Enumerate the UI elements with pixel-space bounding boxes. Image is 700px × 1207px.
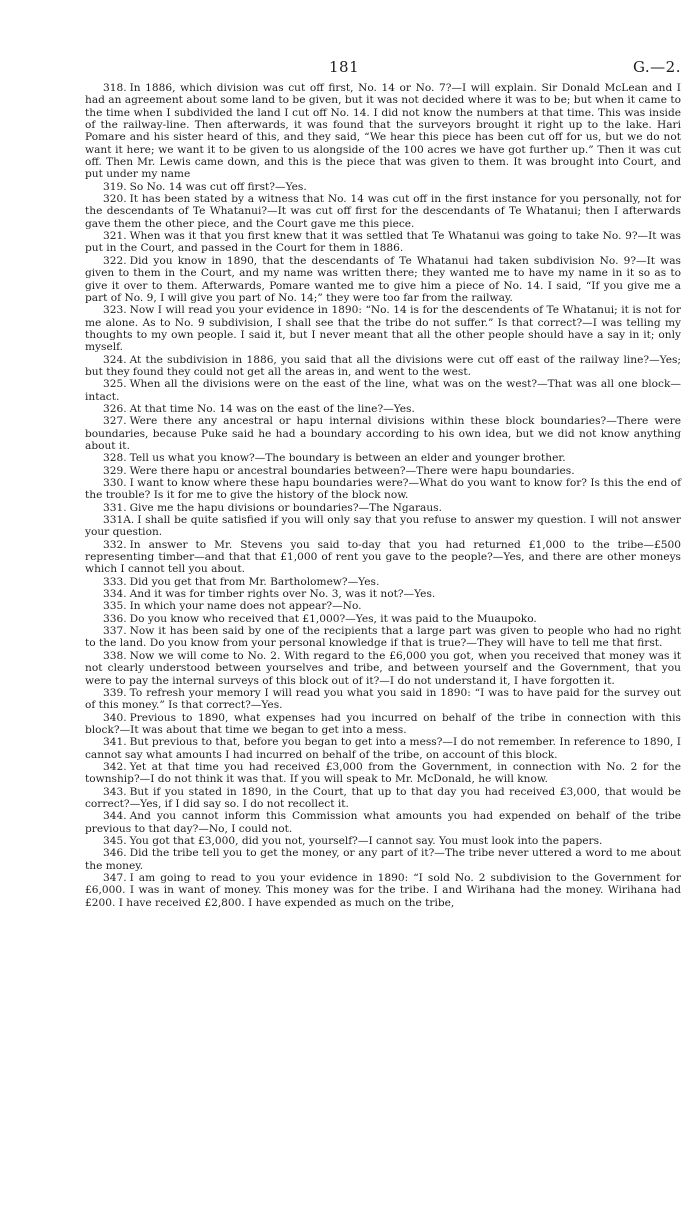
question-number: 326.: [103, 402, 127, 415]
question-paragraph: [85, 588, 681, 600]
question-text: At the subdivision in 1886, you said that all the divisions were cut off east of the railway line?—Yes; but they found they could not get all the areas in, and went to the west.: [85, 353, 681, 378]
question-text: When all the divisions were on the east of the line, what was on the west?—That was all one block—intact.: [85, 378, 681, 403]
question-paragraph: [85, 687, 681, 712]
question-number: 334.: [103, 588, 127, 601]
question-paragraph: [85, 736, 681, 761]
question-number: 332.: [103, 538, 127, 551]
document-code: G.—2.: [632, 58, 681, 76]
question-text: Did the tribe tell you to get the money, or any part of it?—The tribe never uttered a word to me about the money.: [85, 847, 681, 872]
question-number: 339.: [103, 686, 127, 699]
question-paragraph: [85, 613, 681, 625]
question-paragraph: [85, 600, 681, 612]
question-number: 321.: [103, 230, 127, 243]
question-paragraph: [85, 810, 681, 835]
question-number: 319.: [103, 180, 127, 193]
question-paragraph: [85, 255, 681, 304]
question-number: 325.: [103, 378, 127, 391]
question-number: 341.: [103, 736, 127, 749]
question-number: 336.: [103, 612, 127, 625]
question-paragraph: [85, 872, 681, 909]
question-number: 329.: [103, 464, 127, 477]
question-text: Yet at that time you had received £3,000 from the Government, in connection with No. 2 for the township?—I do not think it was that. If you will speak to Mr. McDonald, he will know.: [85, 760, 681, 786]
question-text: So No. 14 was cut off first?—Yes.: [129, 180, 307, 193]
question-number: 327.: [103, 415, 127, 428]
question-text: It has been stated by a witness that No. 14 was cut off in the first instance for you personally, not for the descendants of Te Whatanui?—It was cut off first for the descendants of Te Whatanui; then I afterwards gave them the other piece, and the Court gave me this piece.: [85, 193, 681, 230]
question-number: 331.: [103, 501, 127, 514]
question-number: 320.: [103, 193, 127, 206]
question-number: 318.: [103, 82, 127, 94]
question-paragraph: [85, 415, 681, 452]
question-number: 338.: [103, 649, 127, 662]
question-number: 330.: [103, 477, 127, 489]
question-paragraph: [85, 502, 681, 514]
question-number: 346.: [103, 847, 127, 860]
question-paragraph: [85, 304, 681, 353]
question-text: And you cannot inform this Commission what amounts you had expended on behalf of the tribe previous to that day?—No, I could not.: [85, 810, 681, 835]
question-paragraph: [85, 181, 681, 193]
question-paragraph: [85, 378, 681, 403]
question-text: Did you get that from Mr. Bartholomew?—Yes.: [129, 575, 380, 588]
question-paragraph: [85, 786, 681, 811]
question-number: 337.: [103, 625, 127, 638]
question-paragraph: [85, 230, 681, 255]
question-paragraph: [85, 847, 681, 872]
minutes-of-evidence: [85, 82, 681, 909]
question-text: I shall be quite satisfied if you will only say that you refuse to answer my question. I will not answer your question.: [85, 514, 681, 539]
question-text: You got that £3,000, did you not, yourself?—I cannot say. You must look into the papers.: [129, 834, 603, 847]
question-text: Tell us what you know?—The boundary is between an elder and younger brother.: [129, 452, 566, 465]
question-text: Do you know who received that £1,000?—Yes, it was paid to the Muaupoko.: [129, 612, 537, 625]
question-number: 324.: [103, 353, 127, 366]
question-paragraph: [85, 650, 681, 687]
question-number: 344.: [103, 810, 127, 823]
question-paragraph: [85, 576, 681, 588]
question-text: In which your name does not appear?—No.: [129, 600, 362, 613]
question-text: In 1886, which division was cut off first, No. 14 or No. 7?—I will explain. Sir Donald McLean and I had an agreement about some land to be given, but it was not decided where it was to be; but when it came to the time when I subdivided the land I cut off No. 14. I did not know the numbers at that time. This was inside of the railway-line. Then afterwards, it was found that the surveyors brought it right up to the lake. Hari Pomare and his sister heard of this, and they said, “We hear this piece has been cut off for us, but we do not want it here; we want it to be given to us alongside of the 100 acres we have got further up.” Then it was cut off. Then Mr. Lewis came down, and this is the piece that was given to them. It was brought into Court, and put under my name: [85, 82, 681, 181]
question-paragraph: [85, 625, 681, 650]
question-text: When was it that you first knew that it was settled that Te Whatanui was going to take No. 9?—It was put in the Court, and passed in the Court for them in 1886.: [85, 230, 681, 255]
question-paragraph: [85, 514, 681, 539]
question-number: 322.: [103, 254, 127, 267]
question-number: 345.: [103, 834, 127, 847]
question-paragraph: [85, 712, 681, 737]
question-text: In answer to Mr. Stevens you said to-day that you had returned £1,000 to the tribe—£500 representing timber—and that that £1,000 of rent you gave to the people?—Yes, and there are other moneys which I cannot tell you about.: [85, 538, 681, 576]
question-number: 335.: [103, 600, 127, 613]
question-paragraph: [85, 354, 681, 379]
question-paragraph: [85, 465, 681, 477]
question-number: 343.: [103, 785, 127, 798]
question-number: 347.: [103, 872, 127, 884]
question-number: 342.: [103, 760, 127, 773]
question-text: To refresh your memory I will read you what you said in 1890: “I was to have paid for the survey out of this money.” Is that correct?—Yes.: [85, 686, 681, 712]
question-text: But if you stated in 1890, in the Court, that up to that day you had received £3,000, that would be correct?—Yes, if I did say so. I do not recollect it.: [85, 785, 681, 810]
question-text: I am going to read to you your evidence in 1890: “I sold No. 2 subdivision to the Government for £6,000. I was in want of money. This money was for the tribe. I and Wirihana had the money. Wirihana had £200. I have received £2,800. I have expended as much on the tribe,: [85, 872, 681, 909]
question-paragraph: [85, 835, 681, 847]
question-number: 340.: [103, 711, 127, 724]
question-text: Give me the hapu divisions or boundaries?—The Ngaraus.: [129, 501, 442, 514]
question-paragraph: [85, 539, 681, 576]
question-text: Previous to 1890, what expenses had you incurred on behalf of the tribe in connection with this block?—It was about that time we began to get into a mess.: [85, 711, 681, 736]
question-paragraph: [85, 761, 681, 786]
question-text: At that time No. 14 was on the east of the line?—Yes.: [129, 402, 415, 415]
question-text: But previous to that, before you began to get into a mess?—I do not remember. In reference to 1890, I cannot say what amounts I had incurred on behalf of the tribe, on account of this block.: [85, 736, 681, 761]
question-text: I want to know where these hapu boundaries were?—What do you want to know for? Is this the end of the trouble? Is it for me to give the history of the block now.: [85, 477, 681, 502]
question-text: Were there hapu or ancestral boundaries between?—There were hapu boundaries.: [129, 464, 575, 477]
question-paragraph: [85, 403, 681, 415]
question-text: Did you know in 1890, that the descendants of Te Whatanui had taken subdivision No. 9?—It was given to them in the Court, and my name was written there; they wanted me to have my name in it so as to give it over to them. Afterwards, Pomare wanted me to give him a piece of No. 14. I said, “If you give me a part of No. 9, I will give you part of No. 14;” they were too far from the railway.: [85, 254, 681, 304]
question-text: And it was for timber rights over No. 3, was it not?—Yes.: [129, 588, 436, 601]
question-number: 331A.: [103, 514, 135, 527]
question-text: Now we will come to No. 2. With regard to the £6,000 you got, when you received that money was it not clearly understood between yourselves and tribe, and between yourself and the Government, that you were to pay the internal surveys of this block out of it?—I do not understand it, I have forgotten it.: [85, 649, 681, 687]
question-paragraph: [85, 193, 681, 230]
question-text: Were there any ancestral or hapu internal divisions within these block boundaries?—There were boundaries, because Puke said he had a boundary according to his own idea, but we did not know anything about it.: [85, 415, 681, 452]
question-text: Now it has been said by one of the recipients that a large part was given to people who had no right to the land. Do you know from your personal knowledge if that is true?—They will have to tell me that first.: [85, 625, 681, 650]
page-number: 181: [329, 58, 360, 76]
question-number: 323.: [103, 304, 127, 317]
question-paragraph: [85, 452, 681, 464]
question-number: 333.: [103, 575, 127, 588]
page-header: [85, 58, 681, 78]
question-text: Now I will read you your evidence in 1890: “No. 14 is for the descendents of Te Whatanui; it is not for me alone. As to No. 9 subdivision, I shall see that the tribe do not suffer.” Is that correct?—I was telling my thoughts to my own people. I said it, but I never meant that all the other people should have a say in it; only myself.: [85, 304, 681, 354]
question-paragraph: [85, 82, 681, 181]
question-paragraph: [85, 477, 681, 502]
question-number: 328.: [103, 452, 127, 465]
